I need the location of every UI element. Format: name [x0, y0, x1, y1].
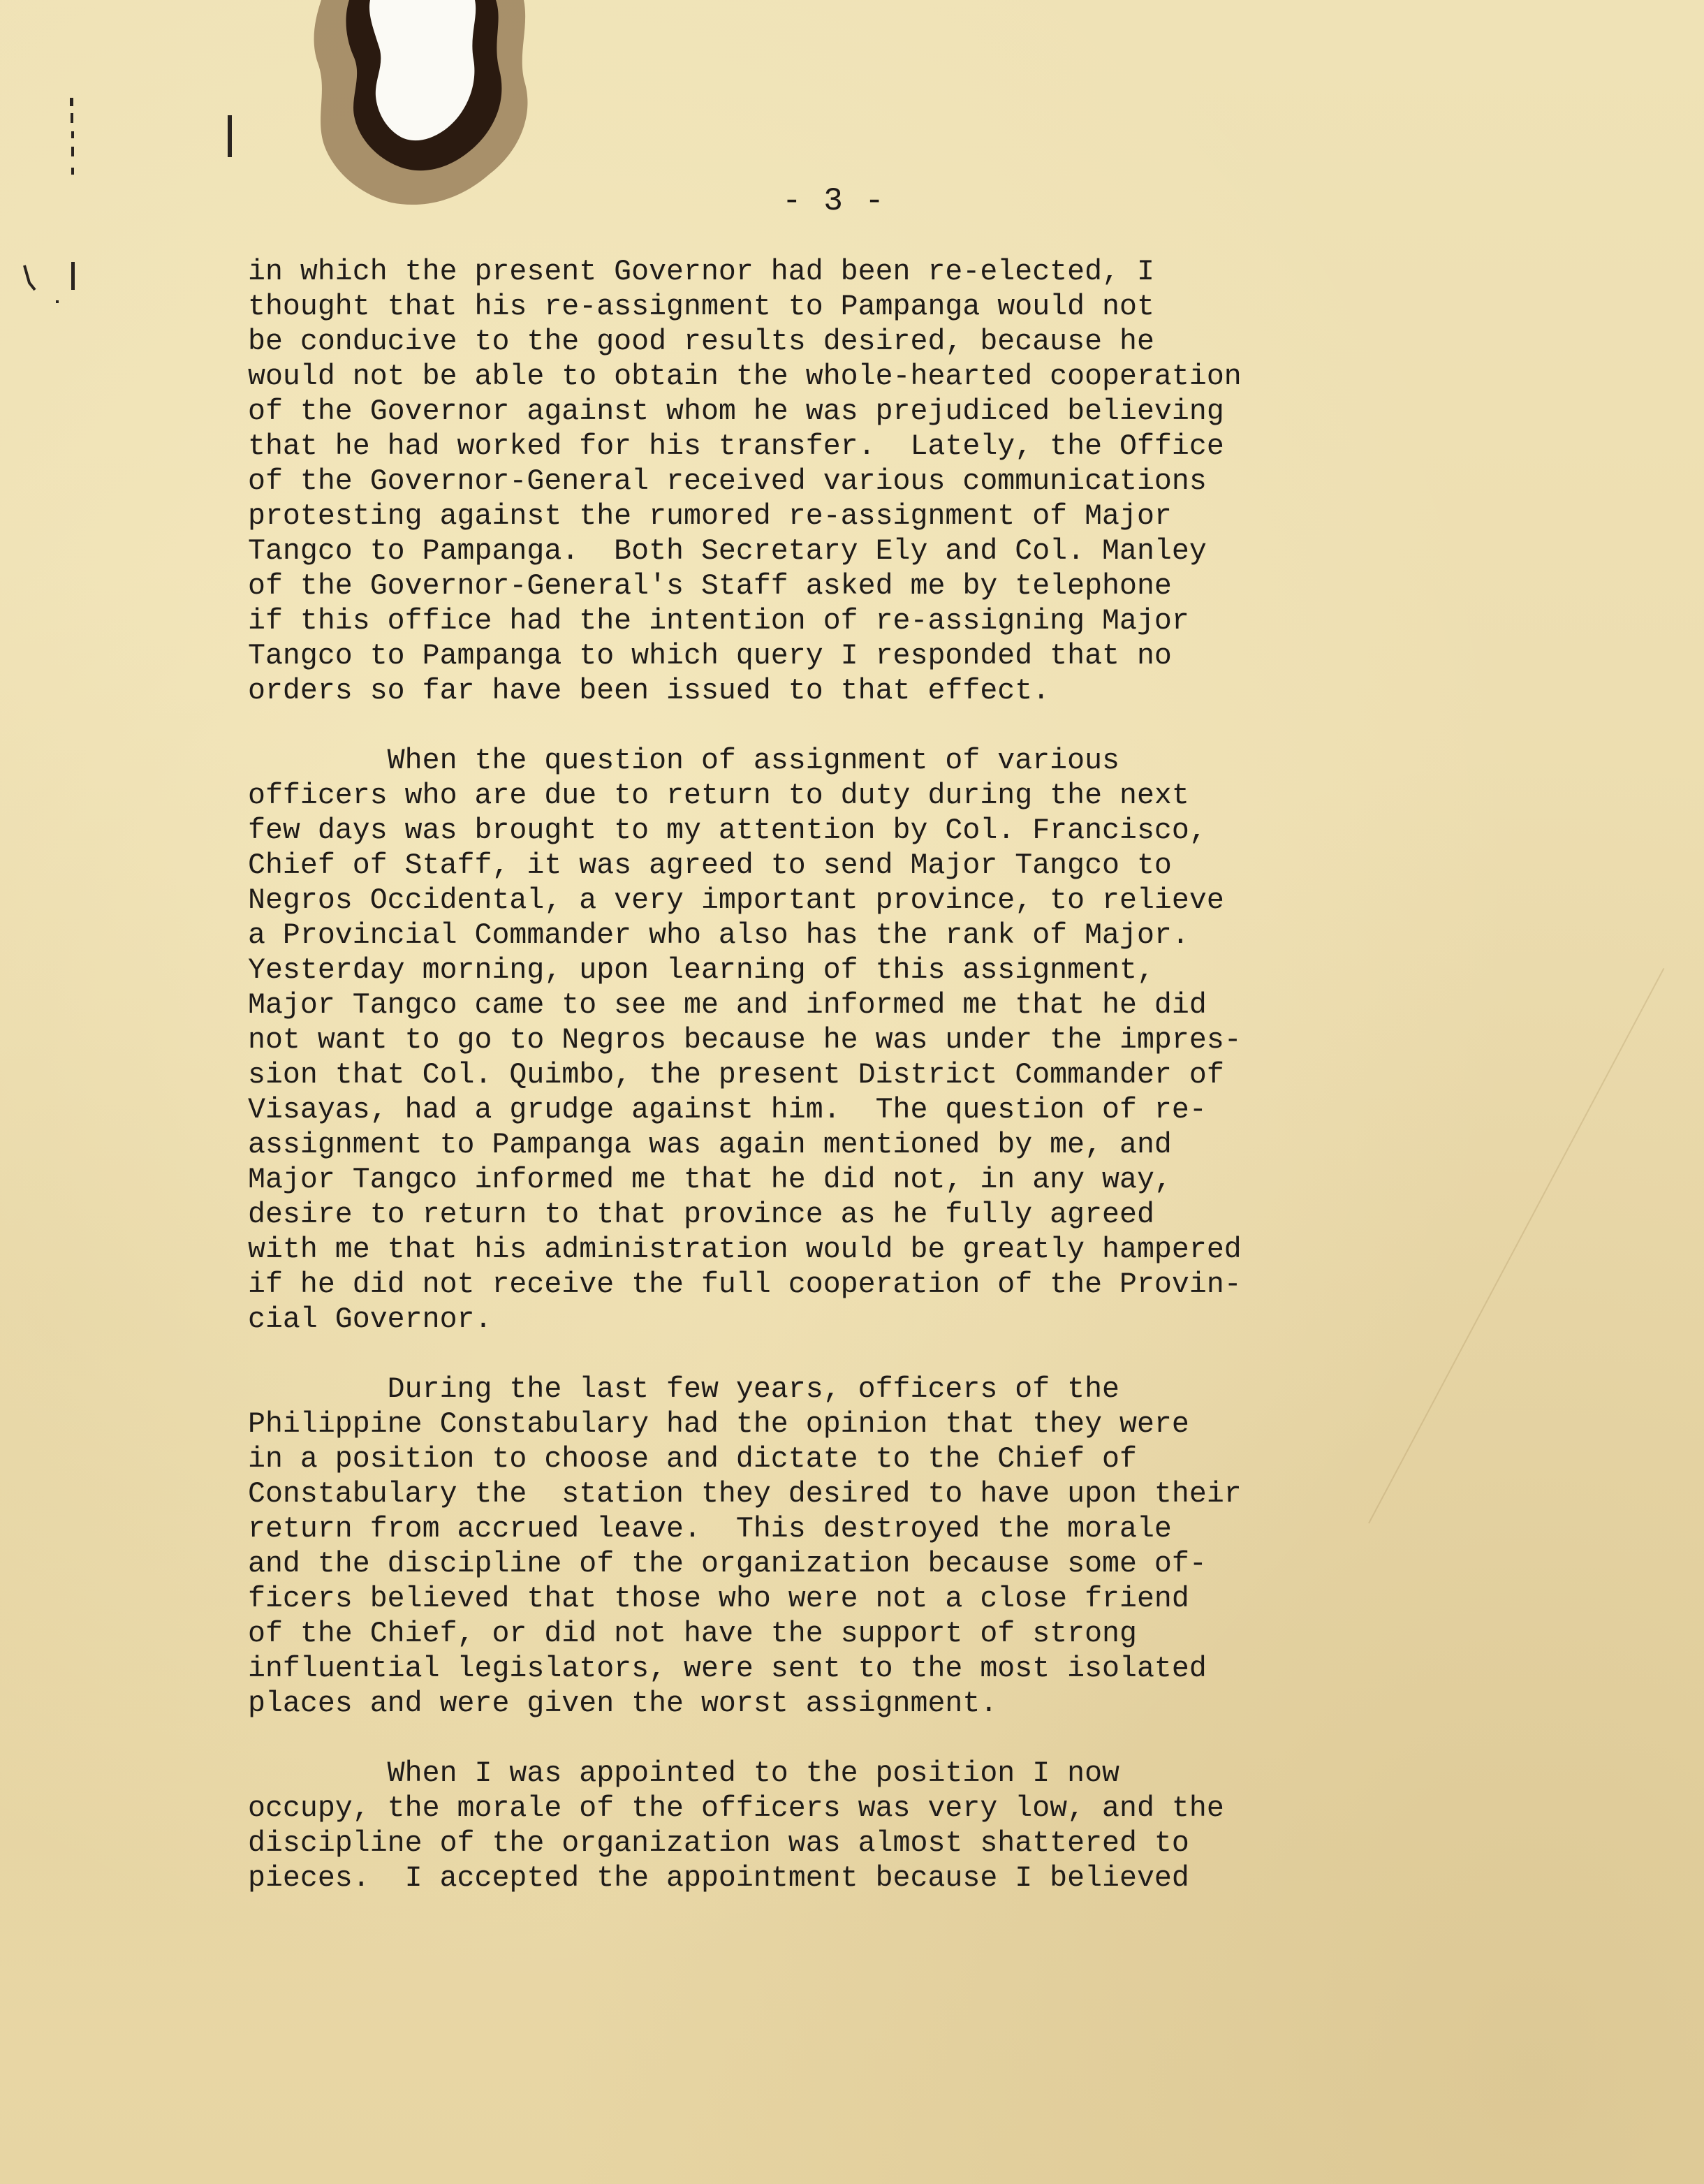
- letter-body: [248, 255, 1477, 1896]
- text-line: Negros Occidental, a very important province, to relieve: [248, 884, 1224, 917]
- text-line: protesting against the rumored re-assignment of Major: [248, 500, 1172, 533]
- text-line: discipline of the organization was almost shattered to: [248, 1827, 1189, 1860]
- text-line: of the Governor-General's Staff asked me by telephone: [248, 570, 1172, 603]
- text-line: Philippine Constabulary had the opinion that they were: [248, 1408, 1189, 1441]
- text-line: places and were given the worst assignment.: [248, 1687, 998, 1720]
- text-line: of the Governor against whom he was prejudiced believing: [248, 395, 1224, 428]
- text-line: thought that his re-assignment to Pampanga would not: [248, 291, 1154, 323]
- text-line: would not be able to obtain the whole-hearted cooperation: [248, 360, 1242, 393]
- ink-mark: [24, 265, 35, 290]
- text-line: of the Governor-General received various communications: [248, 465, 1207, 498]
- text-line: with me that his administration would be greatly hampered: [248, 1233, 1242, 1266]
- ink-mark: [71, 113, 73, 123]
- text-line: When I was appointed to the position I now: [248, 1757, 1120, 1790]
- text-line: ficers believed that those who were not a close friend: [248, 1583, 1189, 1615]
- text-line: Constabulary the station they desired to have upon their: [248, 1478, 1242, 1511]
- paragraph: [248, 255, 1477, 709]
- ink-mark: [56, 300, 59, 303]
- paragraph: [248, 744, 1477, 1337]
- page-number: - 3 -: [782, 183, 886, 219]
- text-line: if he did not receive the full cooperation of the Provin-: [248, 1268, 1242, 1301]
- text-line: During the last few years, officers of the: [248, 1373, 1120, 1406]
- text-line: occupy, the morale of the officers was very low, and the: [248, 1792, 1224, 1825]
- text-line: Tangco to Pampanga. Both Secretary Ely and Col. Manley: [248, 535, 1207, 568]
- text-line: cial Governor.: [248, 1303, 492, 1336]
- margin-ink-mark-right: [223, 115, 237, 171]
- text-line: few days was brought to my attention by Col. Francisco,: [248, 814, 1207, 847]
- text-line: in a position to choose and dictate to the Chief of: [248, 1443, 1137, 1476]
- ink-mark: [71, 147, 74, 156]
- text-line: and the discipline of the organization because some of-: [248, 1548, 1207, 1581]
- text-line: Major Tangco came to see me and informed me that he did: [248, 989, 1207, 1022]
- text-line: Chief of Staff, it was agreed to send Major Tangco to: [248, 849, 1172, 882]
- text-line: sion that Col. Quimbo, the present District Commander of: [248, 1059, 1224, 1092]
- text-line: in which the present Governor had been re-elected, I: [248, 256, 1154, 288]
- ink-mark: [71, 262, 75, 290]
- text-line: assignment to Pampanga was again mentioned by me, and: [248, 1129, 1172, 1161]
- text-line: influential legislators, were sent to the most isolated: [248, 1652, 1207, 1685]
- text-line: orders so far have been issued to that effect.: [248, 675, 1050, 708]
- text-line: a Provincial Commander who also has the rank of Major.: [248, 919, 1189, 952]
- text-line: Yesterday morning, upon learning of this assignment,: [248, 954, 1154, 987]
- burn-hole-icon: [307, 0, 538, 223]
- text-line: When the question of assignment of various: [248, 745, 1120, 777]
- text-line: that he had worked for his transfer. Lately, the Office: [248, 430, 1224, 463]
- text-line: Tangco to Pampanga to which query I responded that no: [248, 640, 1172, 673]
- text-line: Major Tangco informed me that he did not, in any way,: [248, 1164, 1172, 1196]
- margin-ink-marks: [14, 98, 98, 321]
- text-line: Visayas, had a grudge against him. The question of re-: [248, 1094, 1207, 1127]
- text-line: not want to go to Negros because he was under the impres-: [248, 1024, 1242, 1057]
- text-line: return from accrued leave. This destroyed the morale: [248, 1513, 1172, 1546]
- ink-mark: [70, 98, 73, 106]
- paragraph: [248, 1372, 1477, 1722]
- text-line: desire to return to that province as he fully agreed: [248, 1199, 1154, 1231]
- text-line: of the Chief, or did not have the support of strong: [248, 1618, 1137, 1650]
- text-line: be conducive to the good results desired, because he: [248, 325, 1154, 358]
- ink-mark: [71, 131, 74, 138]
- text-line: pieces. I accepted the appointment because I believed: [248, 1862, 1189, 1895]
- text-line: if this office had the intention of re-assigning Major: [248, 605, 1189, 638]
- ink-mark: [71, 168, 74, 175]
- text-line: officers who are due to return to duty during the next: [248, 779, 1189, 812]
- paragraph: [248, 1757, 1477, 1896]
